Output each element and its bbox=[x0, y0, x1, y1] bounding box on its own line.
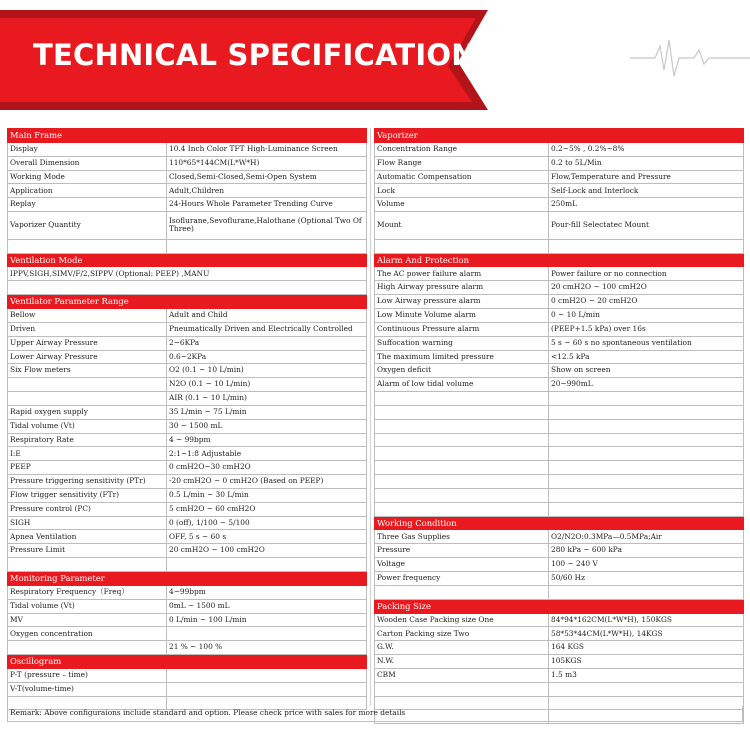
spec-value: Show on screen bbox=[549, 364, 744, 378]
spec-label: Flow Range bbox=[375, 156, 549, 170]
spec-value: Power failure or no connection bbox=[549, 267, 744, 281]
spec-label: Alarm of low tidal volume bbox=[375, 378, 549, 392]
left-spec-table bbox=[7, 128, 367, 710]
spec-label: G.W. bbox=[375, 641, 549, 655]
blank-cell bbox=[375, 682, 549, 696]
spec-value: 164 KGS bbox=[549, 641, 744, 655]
blank-cell bbox=[375, 475, 549, 489]
spec-value: 105KGS bbox=[549, 655, 744, 669]
blank-cell bbox=[375, 461, 549, 475]
spec-label: Tidal volume (Vt) bbox=[8, 599, 167, 613]
blank-cell bbox=[375, 447, 549, 461]
spec-label: Oxygen deficit bbox=[375, 364, 549, 378]
spec-value: Pneumatically Driven and Electrically Controlled bbox=[167, 322, 367, 336]
spec-label: Rapid oxygen supply bbox=[8, 405, 167, 419]
blank-cell bbox=[375, 488, 549, 502]
spec-value: Self-Lock and Interlock bbox=[549, 184, 744, 198]
spec-value: Pour-fill Selectatec Mount bbox=[549, 212, 744, 240]
spec-value: 5 cmH2O ~ 60 cmH2O bbox=[167, 502, 367, 516]
blank-cell bbox=[375, 392, 549, 406]
spec-value: 20~990mL bbox=[549, 378, 744, 392]
blank-cell bbox=[549, 405, 744, 419]
spec-value: OFF, 5 s ~ 60 s bbox=[167, 530, 367, 544]
right-spec-column bbox=[374, 128, 743, 724]
blank-cell bbox=[8, 558, 167, 572]
blank-cell bbox=[8, 239, 167, 253]
spec-label: Replay bbox=[8, 198, 167, 212]
right-spec-table bbox=[374, 128, 744, 724]
spec-label: Volume bbox=[375, 198, 549, 212]
spec-label: P-T (pressure – time) bbox=[8, 668, 167, 682]
spec-value: AIR (0.1 ~ 10 L/min) bbox=[167, 392, 367, 406]
spec-value: 0.5 L/min ~ 30 L/min bbox=[167, 488, 367, 502]
spec-value: 2:1~1:8 Adjustable bbox=[167, 447, 367, 461]
blank-cell bbox=[549, 682, 744, 696]
spec-label: PEEP bbox=[8, 461, 167, 475]
spec-label: Vaporizer Quantity bbox=[8, 212, 167, 240]
spec-value: 0 L/min ~ 100 L/min bbox=[167, 613, 367, 627]
spec-value: Isoflurane,Sevoflurane,Halothane (Optional Two Of Three) bbox=[167, 212, 367, 240]
spec-value: 0.2~5% , 0.2%~8% bbox=[549, 142, 744, 156]
spec-label: Low Airway pressure alarm bbox=[375, 295, 549, 309]
section-header-working-condition: Working Condition bbox=[375, 516, 744, 530]
spec-value: 0mL ~ 1500 mL bbox=[167, 599, 367, 613]
spec-label: Working Mode bbox=[8, 170, 167, 184]
left-spec-column bbox=[7, 128, 366, 710]
section-header-vaporizer: Vaporizer bbox=[375, 129, 744, 143]
spec-label: Apnea Ventilation bbox=[8, 530, 167, 544]
spec-value: Closed,Semi-Closed,Semi-Open System bbox=[167, 170, 367, 184]
spec-value: 20 cmH2O ~ 100 cmH2O bbox=[549, 281, 744, 295]
ventilation-mode-text: IPPV,SIGH,SIMV/F/2,SIPPV (Optional: PEEP) ,MANU bbox=[8, 267, 367, 281]
blank-cell bbox=[375, 419, 549, 433]
spec-label bbox=[8, 392, 167, 406]
spec-label bbox=[8, 641, 167, 655]
spec-label: Overall Dimension bbox=[8, 156, 167, 170]
spec-label: Oxygen concentration bbox=[8, 627, 167, 641]
spec-label: Driven bbox=[8, 322, 167, 336]
blank-cell bbox=[549, 475, 744, 489]
spec-value: 4 ~ 99bpm bbox=[167, 433, 367, 447]
spec-label: N.W. bbox=[375, 655, 549, 669]
spec-value: 50/60 Hz bbox=[549, 572, 744, 586]
blank-cell bbox=[549, 447, 744, 461]
blank-cell bbox=[375, 433, 549, 447]
section-header-ventilation-mode: Ventilation Mode bbox=[8, 253, 367, 267]
blank-cell bbox=[549, 419, 744, 433]
spec-value: O2 (0.1 ~ 10 L/min) bbox=[167, 364, 367, 378]
spec-label: Mount bbox=[375, 212, 549, 240]
spec-label: Bellow bbox=[8, 308, 167, 322]
spec-label: High Airway pressure alarm bbox=[375, 281, 549, 295]
blank-cell bbox=[8, 281, 367, 295]
spec-label: Six Flow meters bbox=[8, 364, 167, 378]
spec-label: Pressure triggering sensitivity (PTr) bbox=[8, 475, 167, 489]
blank-cell bbox=[549, 433, 744, 447]
spec-value: Flow,Temperature and Pressure bbox=[549, 170, 744, 184]
spec-label: The maximum limited pressure bbox=[375, 350, 549, 364]
spec-value: 0 (off), 1/100 ~ 5/100 bbox=[167, 516, 367, 530]
spec-value: O2/N2O:0.3MPa—0.5MPa;Air bbox=[549, 530, 744, 544]
spec-value: Adult and Child bbox=[167, 308, 367, 322]
blank-cell bbox=[375, 405, 549, 419]
spec-value: 20 cmH2O ~ 100 cmH2O bbox=[167, 544, 367, 558]
spec-value: 0 ~ 10 L/min bbox=[549, 308, 744, 322]
spec-label: SIGH bbox=[8, 516, 167, 530]
spec-label: Power frequency bbox=[375, 572, 549, 586]
spec-value: <12.5 kPa bbox=[549, 350, 744, 364]
spec-label: Pressure control (PC) bbox=[8, 502, 167, 516]
spec-label: Pressure Limit bbox=[8, 544, 167, 558]
remark-note: Remark: Above configuraions include standard and option. Please check price with sales for more details bbox=[7, 706, 743, 722]
blank-cell bbox=[375, 239, 549, 253]
spec-label: Three Gas Supplies bbox=[375, 530, 549, 544]
spec-label: Lower Airway Pressure bbox=[8, 350, 167, 364]
spec-label: Pressure bbox=[375, 544, 549, 558]
spec-value: 1.5 m3 bbox=[549, 668, 744, 682]
spec-label: Respiratory Rate bbox=[8, 433, 167, 447]
column-divider bbox=[370, 128, 371, 706]
spec-label: Voltage bbox=[375, 558, 549, 572]
spec-label: Tidal volume (Vt) bbox=[8, 419, 167, 433]
blank-cell bbox=[549, 239, 744, 253]
section-header-monitoring-parameter: Monitoring Parameter bbox=[8, 572, 367, 586]
spec-label bbox=[8, 378, 167, 392]
spec-value: 84*94*162CM(L*W*H), 150KGS bbox=[549, 613, 744, 627]
blank-cell bbox=[549, 392, 744, 406]
spec-value: 2~6KPa bbox=[167, 336, 367, 350]
spec-value: 0.2 to 5L/Min bbox=[549, 156, 744, 170]
blank-cell bbox=[549, 461, 744, 475]
spec-label: Lock bbox=[375, 184, 549, 198]
spec-value: 0 cmH2O ~ 20 cmH2O bbox=[549, 295, 744, 309]
spec-value: -20 cmH2O ~ 0 cmH2O (Based on PEEP) bbox=[167, 475, 367, 489]
spec-value: N2O (0.1 ~ 10 L/min) bbox=[167, 378, 367, 392]
blank-cell bbox=[167, 558, 367, 572]
spec-label: Flow trigger sensitivity (FTr) bbox=[8, 488, 167, 502]
spec-value bbox=[167, 627, 367, 641]
spec-value: 24-Hours Whole Parameter Trending Curve bbox=[167, 198, 367, 212]
spec-label: Concentration Range bbox=[375, 142, 549, 156]
ecg-line-icon bbox=[630, 40, 750, 76]
blank-cell bbox=[375, 502, 549, 516]
spec-value: 280 kPa ~ 600 kPa bbox=[549, 544, 744, 558]
spec-label: Respiratory Frequency（Freq） bbox=[8, 585, 167, 599]
spec-label: I:E bbox=[8, 447, 167, 461]
spec-label: Suffocation warning bbox=[375, 336, 549, 350]
spec-value: 58*53*44CM(L*W*H), 14KGS bbox=[549, 627, 744, 641]
spec-value: 110*65*144CM(L*W*H) bbox=[167, 156, 367, 170]
spec-value bbox=[167, 682, 367, 696]
spec-label: Carton Packing size Two bbox=[375, 627, 549, 641]
spec-value: 30 ~ 1500 mL bbox=[167, 419, 367, 433]
spec-value bbox=[167, 668, 367, 682]
spec-label: Upper Airway Pressure bbox=[8, 336, 167, 350]
section-header-ventilator-parameter-range: Ventilator Parameter Range bbox=[8, 295, 367, 309]
blank-cell bbox=[549, 585, 744, 599]
blank-cell bbox=[549, 502, 744, 516]
spec-value: 100 ~ 240 V bbox=[549, 558, 744, 572]
section-header-alarm-and-protection: Alarm And Protection bbox=[375, 253, 744, 267]
blank-cell bbox=[375, 585, 549, 599]
spec-value: 5 s ~ 60 s no spontaneous ventilation bbox=[549, 336, 744, 350]
spec-label: Application bbox=[8, 184, 167, 198]
spec-value: 4~99bpm bbox=[167, 585, 367, 599]
spec-value: (PEEP+1.5 kPa) over 16s bbox=[549, 322, 744, 336]
spec-value: Adult,Children bbox=[167, 184, 367, 198]
spec-label: V-T(volume-time) bbox=[8, 682, 167, 696]
section-header-main-frame: Main Frame bbox=[8, 129, 367, 143]
spec-label: Wooden Case Packing size One bbox=[375, 613, 549, 627]
page-title: TECHNICAL SPECIFICATION bbox=[33, 38, 476, 72]
spec-label: The AC power failure alarm bbox=[375, 267, 549, 281]
spec-label: Continuous Pressure alarm bbox=[375, 322, 549, 336]
header-banner bbox=[0, 0, 750, 120]
spec-value: 250mL bbox=[549, 198, 744, 212]
spec-label: Low Minute Volume alarm bbox=[375, 308, 549, 322]
blank-cell bbox=[549, 488, 744, 502]
spec-value: 21 % ~ 100 % bbox=[167, 641, 367, 655]
section-header-packing-size: Packing Size bbox=[375, 599, 744, 613]
spec-label: CBM bbox=[375, 668, 549, 682]
spec-value: 0 cmH2O~30 cmH2O bbox=[167, 461, 367, 475]
spec-value: 35 L/min ~ 75 L/min bbox=[167, 405, 367, 419]
blank-cell bbox=[167, 239, 367, 253]
spec-label: Automatic Compensation bbox=[375, 170, 549, 184]
spec-value: 10.4 Inch Color TFT High-Luminance Screen bbox=[167, 142, 367, 156]
spec-label: MV bbox=[8, 613, 167, 627]
spec-label: Display bbox=[8, 142, 167, 156]
spec-value: 0.6~2KPa bbox=[167, 350, 367, 364]
section-header-oscillogram: Oscillogram bbox=[8, 655, 367, 669]
